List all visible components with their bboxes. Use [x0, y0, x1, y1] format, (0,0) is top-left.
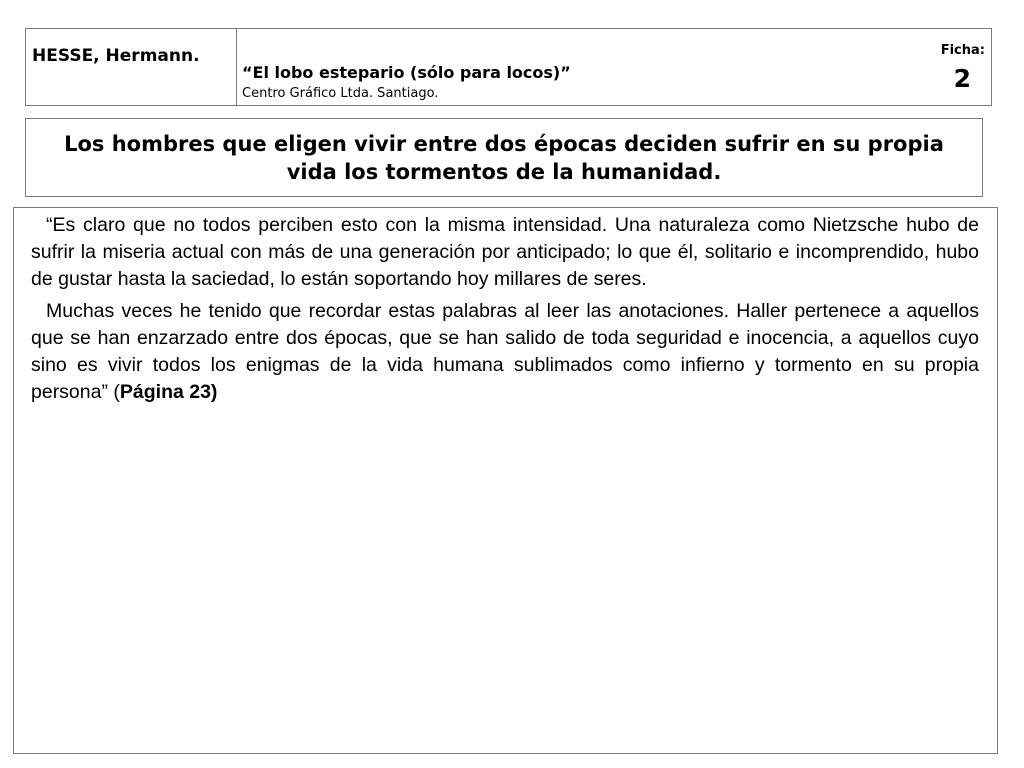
publisher: Centro Gráfico Ltda. Santiago. — [242, 86, 439, 101]
ficha-number: 2 — [953, 64, 971, 93]
citation-page: Página 23) — [119, 381, 218, 403]
quote-paragraph-2-text: Muchas veces he tenido que recordar estas palabras al leer las anotaciones. Haller pertenece a aquellos que se han enzarzado entre dos épocas, que se han salido de toda seguridad e inocencia, a aquellos cuyo sino es vivir todos los enigmas de la vida humana sublimados como infierno y tormento en su propia persona” — [31, 300, 979, 403]
quote-paragraph-1 — [14, 212, 997, 293]
quote-box — [13, 207, 998, 754]
citation-open: ( — [107, 381, 120, 403]
book-info-cell — [236, 28, 992, 106]
ficha-label: Ficha: — [940, 43, 985, 58]
author-name: HESSE, Hermann. — [32, 46, 200, 66]
quote-paragraph-2 — [14, 298, 997, 406]
book-title: “El lobo estepario (sólo para locos)” — [242, 63, 571, 82]
thesis-box — [25, 118, 983, 197]
author-cell — [25, 28, 237, 106]
quote-paragraph-1-text: “Es claro que no todos perciben esto con la misma intensidad. Una naturaleza como Nietzsche hubo de sufrir la miseria actual con más de una generación por anticipado; lo que él, solitario e incomprendido, hubo de gustar hasta la saciedad, lo están soportando hoy millares de seres. — [31, 214, 979, 290]
thesis-text: Los hombres que eligen vivir entre dos épocas deciden sufrir en su propia vida los tormentos de la humanidad. — [64, 131, 944, 184]
